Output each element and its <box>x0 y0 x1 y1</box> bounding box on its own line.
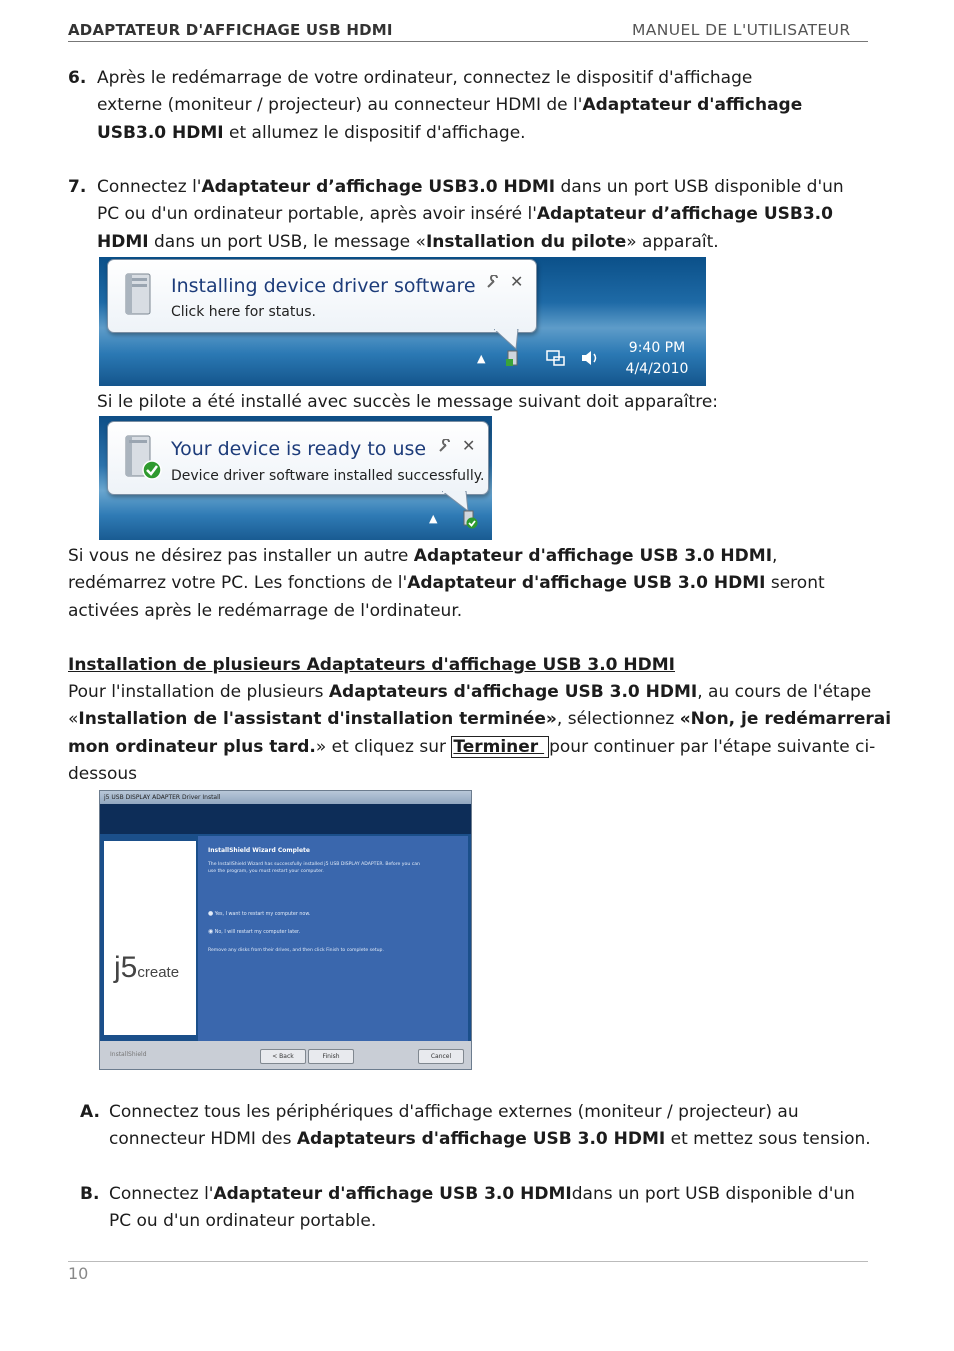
step-6-bold-1: Adaptateur d'affichage <box>582 95 803 116</box>
ready-balloon-subtitle: Device driver software installed successfully. <box>171 468 485 484</box>
ready-balloon-title: Your device is ready to use <box>171 438 427 460</box>
wizard-option-restart-later[interactable] <box>208 928 300 935</box>
step-a-text-3: et mettez sous tension. <box>665 1129 871 1150</box>
step-6-line-2 <box>97 92 897 119</box>
step-a-bold-1: Adaptateurs d'affichage USB 3.0 HDMI <box>296 1129 666 1150</box>
computer-ready-icon <box>120 434 166 482</box>
multi-line-2 <box>68 706 898 733</box>
step-7-text-2: dans un port USB disponible d'un <box>555 177 844 197</box>
step-7-line-1 <box>97 174 897 201</box>
tray-time: 9:40 PM <box>628 340 686 356</box>
multi-text-2: , au cours de l'étape <box>697 682 872 702</box>
computer-tower-icon <box>120 272 156 318</box>
back-button[interactable]: < Back <box>260 1049 306 1064</box>
device-install-icon[interactable] <box>505 349 519 367</box>
restart-text-1: Si vous ne désirez pas installer un autre <box>68 546 414 566</box>
step-b-bold-1: Adaptateur d'affichage USB 3.0 HDMI <box>213 1184 572 1204</box>
multi-bold-4: mon ordinateur plus tard. <box>68 736 316 757</box>
screenshot-install-wizard <box>99 790 472 1070</box>
restart-text-2: , <box>772 546 778 566</box>
wizard-button-bar <box>100 1041 471 1069</box>
cancel-button[interactable]: Cancel <box>418 1049 464 1064</box>
close-icon[interactable]: ✕ <box>462 436 476 455</box>
balloon-title: Installing device driver software <box>171 275 476 297</box>
multi-line-3 <box>68 734 898 761</box>
step-7-text-4: dans un port USB, le message « <box>148 231 426 252</box>
wizard-logo-panel <box>104 841 196 1035</box>
multi-text-5: » et cliquez sur <box>315 736 452 757</box>
radio-unselected-icon: ● <box>208 910 214 917</box>
multi-line-1 <box>68 679 898 706</box>
multi-bold-3: «Non, je redémarrerai <box>679 709 892 730</box>
show-hidden-icons-icon[interactable]: ▲ <box>429 512 438 525</box>
wizard-option-restart-now[interactable] <box>208 910 310 917</box>
wizard-heading: InstallShield Wizard Complete <box>208 847 310 854</box>
step-6-text-2: externe (moniteur / projecteur) au connecteur HDMI de l' <box>97 95 583 116</box>
wizard-header-band <box>100 804 471 834</box>
radio-selected-icon: ◉ <box>208 928 214 935</box>
j5create-logo <box>114 951 179 985</box>
notification-balloon[interactable] <box>107 259 537 333</box>
restart-paragraph <box>68 543 898 625</box>
wizard-desc-2: use the program, you must restart your computer. <box>208 869 324 874</box>
step-7-bold-4: Installation du pilote <box>425 231 627 252</box>
restart-text-4: seront <box>765 573 825 594</box>
tray-clock[interactable] <box>619 338 695 380</box>
restart-text-3: redémarrez votre PC. Les fonctions de l' <box>68 573 408 594</box>
multi-text-4: , sélectionnez <box>556 709 680 730</box>
speaker-icon[interactable] <box>580 349 600 367</box>
wizard-content <box>198 836 468 1041</box>
ready-balloon[interactable] <box>107 421 489 495</box>
step-7-text-1: Connectez l' <box>97 177 202 197</box>
logo-sub: create <box>137 964 180 981</box>
multi-text-3: « <box>68 709 79 730</box>
step-a-line-1: Connectez tous les périphériques d'affichage externes (moniteur / projecteur) au <box>109 1102 799 1122</box>
header-manual-label: MANUEL DE L'UTILISATEUR <box>632 21 851 39</box>
step-6-text-3: et allumez le dispositif d'affichage. <box>223 122 526 143</box>
step-a-label: A. <box>80 1102 100 1122</box>
multi-line-4: dessous <box>68 763 137 784</box>
multi-text-1: Pour l'installation de plusieurs <box>68 682 329 702</box>
installshield-brand: InstallShield <box>110 1051 147 1058</box>
wrench-icon[interactable] <box>486 275 500 289</box>
step-7-text <box>97 174 897 256</box>
step-6-bold-2: USB3.0 HDMI <box>97 122 224 143</box>
restart-line-3: activées après le redémarrage de l'ordinateur. <box>68 600 463 621</box>
restart-bold-2: Adaptateur d'affichage USB 3.0 HDMI <box>407 573 766 594</box>
step-b-label: B. <box>80 1184 100 1204</box>
show-hidden-icons-icon[interactable]: ▲ <box>477 352 486 365</box>
restart-line-1 <box>68 543 898 570</box>
balloon-pointer <box>494 329 524 351</box>
step-b-text-1: Connectez l' <box>109 1184 214 1204</box>
step-a-text-2: connecteur HDMI des <box>109 1129 297 1150</box>
step-b-text <box>109 1181 909 1236</box>
step-6-text <box>97 65 897 147</box>
step-7-bold-2: Adaptateur d’affichage USB3.0 <box>536 204 833 225</box>
screenshot-device-ready <box>99 416 492 540</box>
network-icon[interactable] <box>546 349 566 367</box>
multi-paragraph <box>68 679 898 788</box>
wizard-option-2-label: No, I will restart my computer later. <box>214 930 301 935</box>
wizard-note: Remove any disks from their drives, and then click Finish to complete setup. <box>208 948 384 953</box>
restart-line-2 <box>68 570 898 597</box>
step-b-line-2: PC ou d'un ordinateur portable. <box>109 1211 377 1232</box>
step-7-text-3: PC ou d'un ordinateur portable, après avoir inséré l' <box>97 204 537 225</box>
step-7-line-3 <box>97 229 897 256</box>
multi-bold-1: Adaptateurs d'affichage USB 3.0 HDMI <box>328 682 698 702</box>
page-number: 10 <box>68 1264 89 1283</box>
section-heading: Installation de plusieurs Adaptateurs d'affichage USB 3.0 HDMI <box>68 655 675 675</box>
step-7-bold-3: HDMI <box>97 231 149 252</box>
step-b-line-1 <box>109 1181 909 1208</box>
step-6-number: 6. <box>68 68 87 88</box>
close-icon[interactable]: ✕ <box>510 272 524 291</box>
step-7-bold-1: Adaptateur d’affichage USB3.0 HDMI <box>201 177 556 197</box>
footer-rule <box>68 1261 868 1262</box>
wrench-icon[interactable] <box>438 439 452 453</box>
multi-bold-2: Installation de l'assistant d'installation terminée» <box>78 709 557 730</box>
wizard-desc-1: The InstallShield Wizard has successfully installed j5 USB DISPLAY ADAPTER. Before you can <box>208 862 420 867</box>
step-6-line-1: Après le redémarrage de votre ordinateur, connectez le dispositif d'affichage <box>97 68 753 88</box>
step-b-text-2: dans un port USB disponible d'un <box>571 1184 855 1204</box>
step-7-line-2 <box>97 201 897 228</box>
wizard-titlebar: j5 USB DISPLAY ADAPTER Driver Install <box>100 791 471 804</box>
terminer-boxed-label: Terminer <box>451 736 549 758</box>
screenshot-installing-driver <box>99 257 706 386</box>
step-a-line-2 <box>109 1126 909 1153</box>
multi-text-6: pour continuer par l'étape suivante ci- <box>549 736 876 757</box>
success-caption: Si le pilote a été installé avec succès le message suivant doit apparaître: <box>97 392 719 412</box>
finish-button[interactable]: Finish <box>308 1049 354 1064</box>
device-ready-tray-icon[interactable] <box>461 510 479 530</box>
header-rule <box>68 41 868 42</box>
logo-main: j5 <box>114 951 138 984</box>
tray-date: 4/4/2010 <box>625 361 689 377</box>
balloon-subtitle: Click here for status. <box>171 304 316 320</box>
step-6-line-3 <box>97 120 897 147</box>
step-7-number: 7. <box>68 177 87 197</box>
restart-bold-1: Adaptateur d'affichage USB 3.0 HDMI <box>413 546 773 566</box>
step-7-text-5: » apparaît. <box>626 231 719 252</box>
wizard-option-1-label: Yes, I want to restart my computer now. <box>214 912 311 917</box>
header-title: ADAPTATEUR D'AFFICHAGE USB HDMI <box>68 21 393 39</box>
step-a-text <box>109 1099 909 1154</box>
